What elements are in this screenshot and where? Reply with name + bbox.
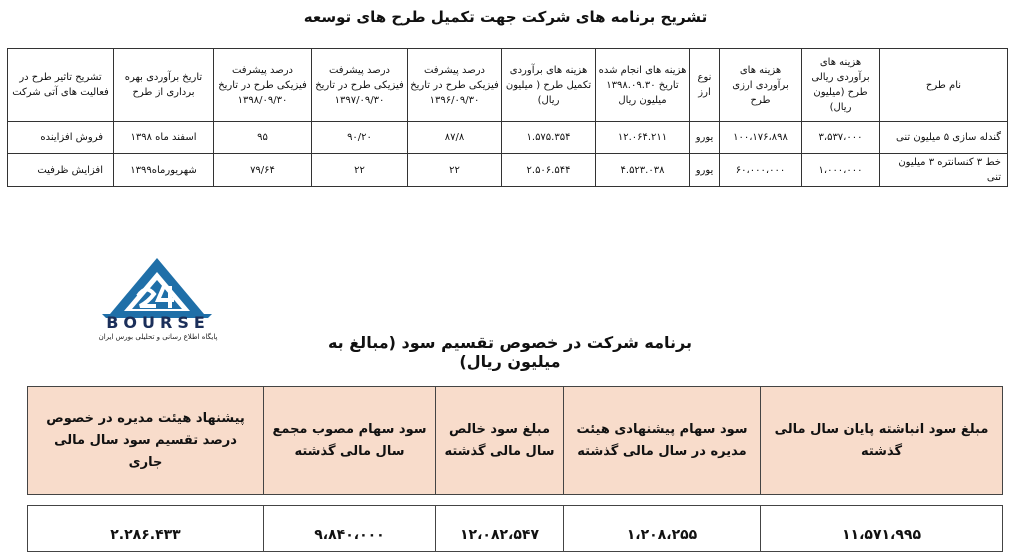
header-progress-1398: درصد پیشرفت فیزیکی طرح در تاریخ ۱۳۹۸/۰۹/۳۰ <box>214 49 312 122</box>
cell-currency: یورو <box>690 122 720 154</box>
logo-subtitle: پایگاه اطلاع رسانی و تحلیلی بورس ایران <box>98 333 218 341</box>
table-header-row <box>8 49 1008 122</box>
development-plans-table <box>7 48 1008 187</box>
cell-spent-cost: ۴.۵۲۳.۰۳۸ <box>596 154 690 187</box>
cell-progress-1398: ۹۵ <box>214 122 312 154</box>
header-operation-date: تاریخ برآوردی بهره برداری از طرح <box>114 49 214 122</box>
cell-progress-1397: ۲۲ <box>312 154 408 187</box>
header-fx-cost: هزینه های برآوردی ارزی طرح <box>720 49 802 122</box>
header-completion-cost: هزینه های برآوردی تکمیل طرح ( میلیون ریال) <box>502 49 596 122</box>
header-spent-cost: هزینه های انجام شده تاریخ ۱۳۹۸.۰۹.۳۰ میلیون ریال <box>596 49 690 122</box>
cell-approved-dividend: ۹،۸۴۰،۰۰۰ <box>264 506 436 552</box>
cell-progress-1397: ۹۰/۲۰ <box>312 122 408 154</box>
header-approved-dividend: سود سهام مصوب مجمع سال مالی گذشته <box>264 387 436 495</box>
header-effect: تشریح تاثیر طرح در فعالیت های آتی شرکت <box>8 49 114 122</box>
header-accumulated-profit: مبلغ سود انباشته پایان سال مالی گذشته <box>761 387 1003 495</box>
header-progress-1396: درصد پیشرفت فیزیکی طرح در تاریخ ۱۳۹۶/۰۹/۳۰ <box>408 49 502 122</box>
cell-operation-date: شهریورماه۱۳۹۹ <box>114 154 214 187</box>
cell-fx-cost: ۱۰۰،۱۷۶،۸۹۸ <box>720 122 802 154</box>
dividend-plan-title: برنامه شرکت در خصوص تقسیم سود (مبالغ به میلیون ریال) <box>327 333 693 371</box>
cell-operation-date: اسفند ماه ۱۳۹۸ <box>114 122 214 154</box>
cell-plan-name: خط ۳ کنسانتره ۳ میلیون تنی <box>880 154 1008 187</box>
development-plans-title: تشریح برنامه های شرکت جهت تکمیل طرح های توسعه <box>303 8 708 26</box>
cell-currency: یورو <box>690 154 720 187</box>
cell-progress-1396: ۸۷/۸ <box>408 122 502 154</box>
cell-proposed-dividend: ۱،۲۰۸،۲۵۵ <box>564 506 761 552</box>
table-row <box>8 122 1008 154</box>
cell-completion-cost: ۱.۵۷۵.۳۵۴ <box>502 122 596 154</box>
cell-effect: افزایش ظرفیت <box>8 154 114 187</box>
cell-net-profit: ۱۲،۰۸۲،۵۴۷ <box>436 506 564 552</box>
cell-rial-cost: ۳،۵۳۷،۰۰۰ <box>802 122 880 154</box>
header-board-proposal: پیشنهاد هیئت مدیره در خصوص درصد تقسیم سود سال مالی جاری <box>28 387 264 495</box>
cell-completion-cost: ۲.۵۰۶.۵۴۴ <box>502 154 596 187</box>
cell-accumulated-profit: ۱۱،۵۷۱،۹۹۵ <box>761 506 1003 552</box>
cell-fx-cost: ۶۰،۰۰۰،۰۰۰ <box>720 154 802 187</box>
header-net-profit: مبلغ سود خالص سال مالی گذشته <box>436 387 564 495</box>
cell-board-proposal: ۲.۲۸۶.۴۳۳ <box>28 506 264 552</box>
header-currency: نوع ارز <box>690 49 720 122</box>
cell-effect: فروش افزاینده <box>8 122 114 154</box>
header-rial-cost: هزینه های برآوردی ریالی طرح (میلیون ریال) <box>802 49 880 122</box>
header-proposed-dividend: سود سهام پیشنهادی هیئت مدیره در سال مالی گذشته <box>564 387 761 495</box>
header-plan-name: نام طرح <box>880 49 1008 122</box>
spacer-row <box>28 495 1003 506</box>
cell-progress-1396: ۲۲ <box>408 154 502 187</box>
table-row <box>8 154 1008 187</box>
cell-plan-name: گندله سازی ۵ میلیون تنی <box>880 122 1008 154</box>
table-header-row <box>28 387 1003 495</box>
logo-brand-text: BOURSE <box>106 313 210 332</box>
cell-progress-1398: ۷۹/۶۴ <box>214 154 312 187</box>
header-progress-1397: درصد پیشرفت فیزیکی طرح در تاریخ ۱۳۹۷/۰۹/۳۰ <box>312 49 408 122</box>
cell-spent-cost: ۱۲.۰۶۴.۲۱۱ <box>596 122 690 154</box>
dividend-plan-table <box>27 386 1003 552</box>
cell-rial-cost: ۱،۰۰۰،۰۰۰ <box>802 154 880 187</box>
